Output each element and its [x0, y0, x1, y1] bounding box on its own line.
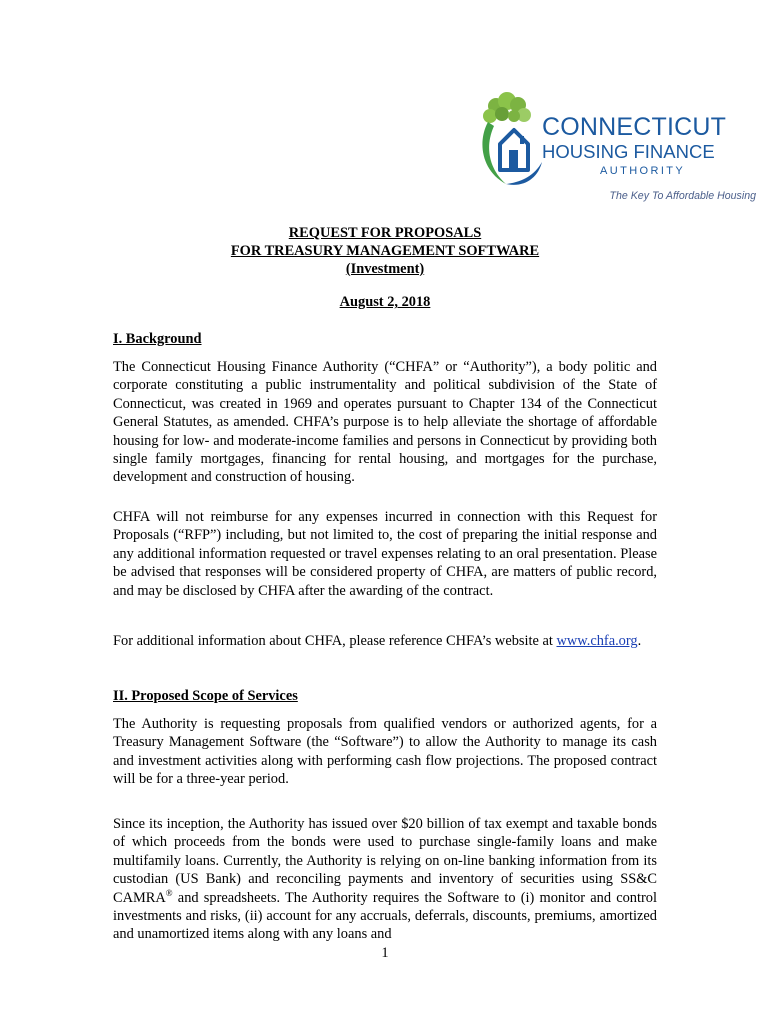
chfa-logo [476, 92, 756, 204]
scope-paragraph-1: The Authority is requesting proposals from qualified vendors or authorized agents, for a Treasury Management Software (the “Software”) to allow the Authority to manage its cash and investment activities along with performing cash flow projections. The proposed contract will be for a three-year period. [113, 716, 657, 788]
logo-line-housing-finance: HOUSING FINANCE [542, 141, 715, 162]
registered-trademark-mark: ® [165, 887, 173, 898]
title-line-1: REQUEST FOR PROPOSALS [288, 225, 482, 241]
logo-line-connecticut: CONNECTICUT [542, 113, 727, 141]
background-paragraph-3 [113, 632, 657, 650]
scope-paragraph-2-part-a: Since its inception, the Authority has issued over $20 billion of tax exempt and taxable bonds of which proceeds from the bonds were used to purchase single-family loans and make multifamily loans. Currently, the Authority is relying on on-line banking information from its custodian (US Bank) and reconciling payments and inventory of securities using SS&C CAMRA [113, 816, 657, 906]
logo-tagline: The Key To Affordable Housing [609, 190, 756, 202]
document-date-block [0, 293, 770, 311]
section-heading-scope: II. Proposed Scope of Services [113, 688, 298, 704]
website-reference-text: For additional information about CHFA, please reference CHFA’s website at [113, 633, 553, 649]
scope-paragraph-2-part-b: and spreadsheets. The Authority requires the Software to (i) monitor and control investments and risks, (ii) account for any accruals, deferrals, discounts, premiums, amortized and unamortized items along with any loans and [113, 889, 657, 943]
house-tree-logo-icon [476, 92, 546, 190]
logo-line-authority: AUTHORITY [600, 165, 686, 177]
title-line-3: (Investment) [345, 261, 425, 277]
section-heading-background: I. Background [113, 331, 202, 347]
background-paragraph-1: The Connecticut Housing Finance Authority (“CHFA” or “Authority”), a body politic and corporate constituting a public instrumentality and political subdivision of the State of Connecticut, was created in 1969 and operates pursuant to Chapter 134 of the Connecticut General Statutes, as amended. CHFA’s purpose is to help alleviate the shortage of affordable housing for low- and moderate-income families and persons in Connecticut by providing both single family mortgages, financing for rental housing, and mortgages for the purchase, development and construction of housing. [113, 359, 657, 486]
document-title [0, 224, 770, 278]
document-date: August 2, 2018 [339, 294, 431, 310]
page-number: 1 [381, 945, 389, 961]
background-paragraph-2: CHFA will not reimburse for any expenses incurred in connection with this Request for Proposals (“RFP”) including, but not limited to, the cost of preparing the initial response and any additional information requested or travel expenses relating to an oral presentation. Please be advised that responses will be considered property of CHFA, are matters of public record, and may be disclosed by CHFA after the awarding of the contract. [113, 509, 657, 599]
scope-paragraph-2 [113, 815, 657, 944]
title-line-2: FOR TREASURY MANAGEMENT SOFTWARE [230, 243, 540, 259]
website-reference-period: . [637, 633, 642, 649]
chfa-website-link[interactable]: www.chfa.org [556, 633, 638, 649]
